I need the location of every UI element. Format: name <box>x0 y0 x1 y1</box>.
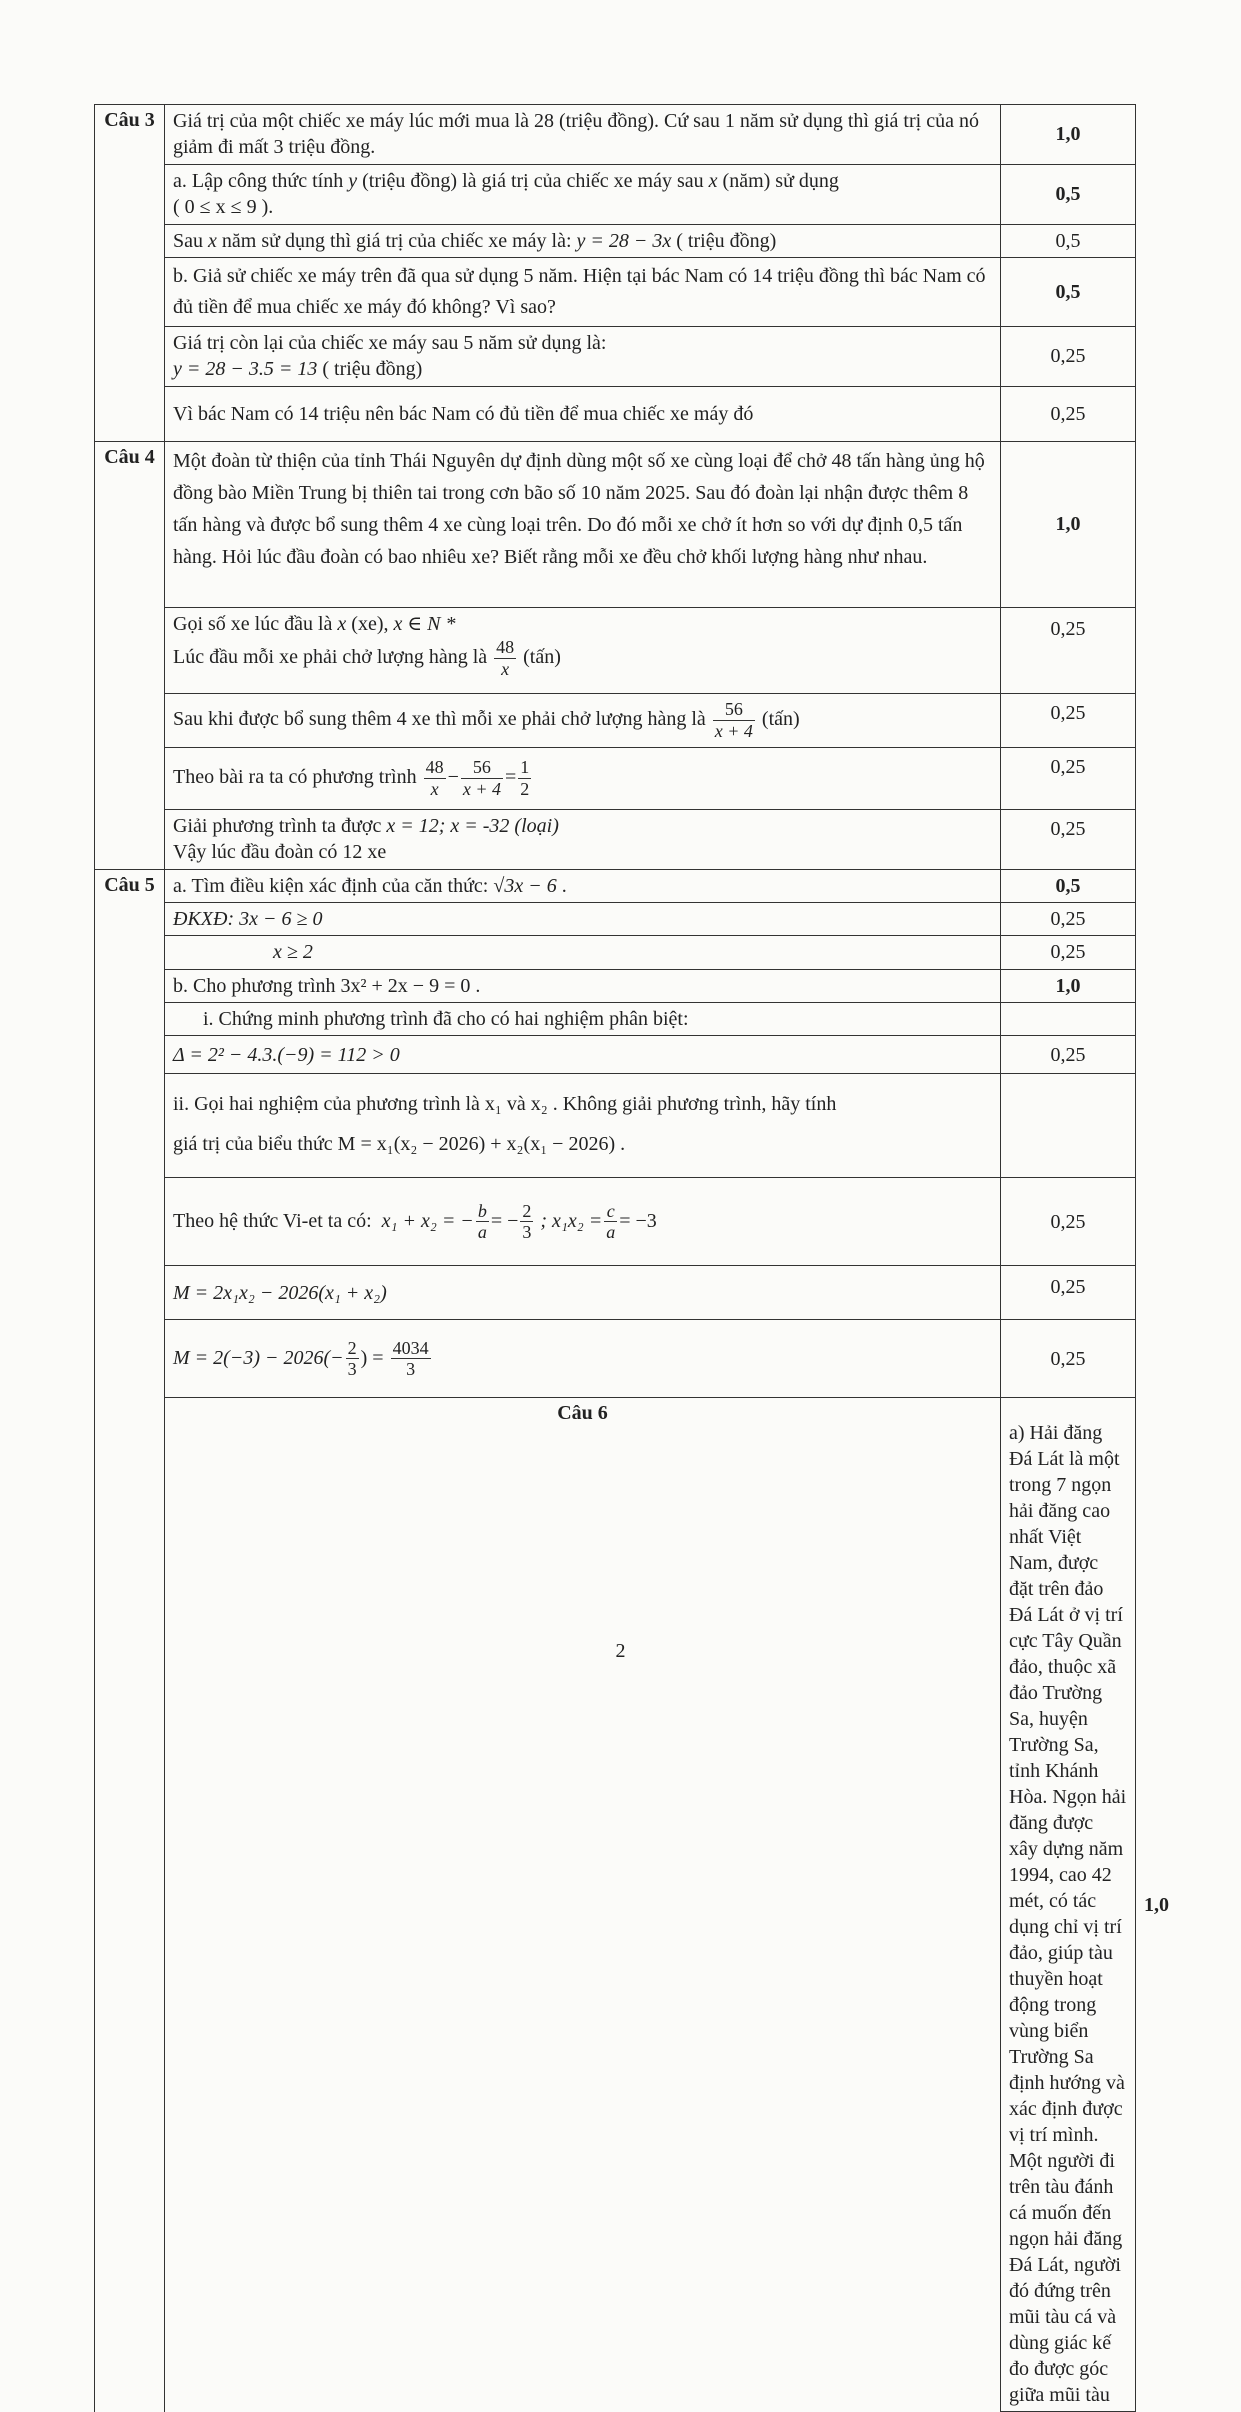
q4-step4: Giải phương trình ta được x = 12; x = -32 (loại) Vậy lúc đầu đoàn có 12 xe <box>165 809 1001 869</box>
q5-part-bii: ii. Gọi hai nghiệm của phương trình là x₁ và x₂ . Không giải phương trình, hãy tính giá trị của biểu thức M = x₁(x₂ − 2026) + x₂(x₁ − 2026) . <box>165 1074 1001 1178</box>
q5-b-score: 1,0 <box>1001 969 1136 1002</box>
fraction-56-x4: $\frac{56}{x + 4}$ <box>714 699 753 741</box>
q4-step2: Sau khi được bổ sung thêm 4 xe thì mỗi xe phải chở lượng hàng là $\frac{56}{x + 4}$ (tấn) <box>165 693 1001 747</box>
q5-a-score: 0,5 <box>1001 869 1136 902</box>
q3-a-answer-score: 0,5 <box>1001 224 1136 257</box>
q5-bii-step2-score: 0,25 <box>1001 1266 1136 1320</box>
fraction-48-over-x: $\frac{48}{x}$ <box>425 757 444 799</box>
q5-bi-delta: Δ = 2² − 4.3.(−9) = 112 > 0 <box>165 1036 1001 1074</box>
q5-part-b: b. Cho phương trình 3x² + 2x − 9 = 0 . <box>165 969 1001 1002</box>
q3-a-formula: y = 28 − 3x <box>576 229 672 252</box>
fraction-c-a: $\frac{c}{a}$ <box>606 1200 616 1243</box>
q5-bii-empty <box>1001 1074 1136 1178</box>
q4-intro: Một đoàn từ thiện của tỉnh Thái Nguyên dự định dùng một số xe cùng loại để chở 48 tấn hàng ủng hộ đồng bào Miền Trung bị thiên tai trong cơn bão số 10 năm 2025. Sau đó đoàn lại nhận được thêm 8 tấn hàng và được bổ sung thêm 4 xe cùng loại trên. Do đó mỗi xe chở ít hơn so với dự định 0,5 tấn hàng. Hỏi lúc đầu đoàn có bao nhiêu xe? Biết rằng mỗi xe đều chở khối lượng hàng như nhau. <box>165 441 1001 607</box>
question-4-label: Câu 4 <box>95 441 165 869</box>
q4-step3-score: 0,25 <box>1001 747 1136 809</box>
fraction-4034-3: $\frac{4034}{3}$ <box>392 1337 429 1380</box>
q4-step1-score: 0,25 <box>1001 607 1136 693</box>
q3-intro-score: 1,0 <box>1001 105 1136 165</box>
question-6-label: Câu 6 <box>165 1398 1001 2412</box>
fraction-b-a: $\frac{b}{a}$ <box>477 1200 487 1243</box>
q5-a-step2-score: 0,25 <box>1001 936 1136 969</box>
q3-a-score: 0,5 <box>1001 164 1136 224</box>
q5-a-step1: ĐKXĐ: 3x − 6 ≥ 0 <box>165 902 1001 935</box>
answer-key-table: Câu 3 Giá trị của một chiếc xe máy lúc mới mua là 28 (triệu đồng). Cứ sau 1 năm sử dụng thì giá trị của nó giảm đi mất 3 triệu đồng. 1,0 a. Lập công thức tính y (triệu đồng) là giá trị của chiếc xe máy sau x (năm) sử dụng ( 0 ≤ x ≤ 9 ). 0,5 Sau x năm sử dụng thì giá trị của chiếc xe máy là: y = 28 − 3x ( triệu đồng) 0,5 b. Giả sử chiếc xe máy trên đã qua sử dụng 5 năm. Hiện tại bác Nam có 14 triệu đồng thì bác Nam có đủ tiền để mua chiếc xe máy đó không? Vì sao? 0,5 Giá trị còn lại của chiếc xe máy sau 5 năm sử dụng là: y = 28 − 3.5 = 13 ( triệu đồng) 0,25 Vì bác Nam có 14 triệu nên bác Nam có đủ tiền để mua chiếc xe máy đó 0,25 Câu 4 Một đoàn từ thiện của tỉnh Thái Nguyên dự định dùng một số xe cùng loại để chở 48 tấn hàng ủng hộ đồng bào Miền Trung bị thiên tai trong cơn bão số 10 năm 2025. Sau đó đoàn lại nhận được thêm 8 tấn hàng và được bổ sung thêm 4 xe cùng loại trên. Do đó mỗi xe chở ít hơn so với dự định 0,5 tấn hàng. Hỏi lúc đầu đoàn có bao nhiêu xe? Biết rằng mỗi xe đều chở khối lượng hàng như nhau. 1,0 Gọi số xe lúc đầu là x (xe), x ∈ N * Lúc đầu mỗi xe phải chở lượng hàng là $\frac{48}{x}$ (tấn) 0,25 Sau khi được bổ sung thêm 4 xe thì mỗi xe phải chở lượng hàng là $\frac{56}{x + 4}$ (tấn) 0,25 Theo bài ra ta có phương trình $\frac{48}{x}$ − $\frac{56}{x + 4}$ = $\frac{1}{2}$ 0,25 Giải phương trình ta được x = 12; x = -32 (loại) Vậy lúc đầu đoàn có 12 xe 0,25 Câu 5 a. Tìm điều kiện xác định của căn thức: √3x − 6 . 0,5 ĐKXĐ: 3x − 6 ≥ 0 0,25 x ≥ 2 0,25 b. Cho phương trình 3x² + 2x − 9 = 0 . 1,0 i. Chứng minh phương trình đã cho có hai nghiệm phân biệt: Δ = 2² − 4.3.(−9) = 112 > 0 0,25 ii. Gọi hai nghiệm của phương trình là x₁ và x₂ . Không giải phương trình, hãy tính giá trị của biểu thức M = x₁(x₂ − 2026) + x₂(x₁ − 2026) . Theo hệ thức Vi-et ta có: x₁ + x₂ = − $\frac{b}{a}$ = − $\frac{2}{3}$ ; x₁x₂ = $\frac{c}{a}$ = −3 0,25 M = 2x₁x₂ − 2026(x₁ + x₂) 0,25 M = 2(−3) − 2026(− $\frac{2}{3}$ ) = $\frac{4034}{3}$ 0,25 Câu 6 a) Hải đăng Đá Lát là một trong 7 ngọn hải đăng cao nhất Việt Nam, được đặt trên đảo Đá Lát ở vị trí cực Tây Quần đảo, thuộc xã đảo Trường Sa, huyện Trường Sa, tỉnh Khánh Hòa. Ngọn hải đăng được xây dựng năm 1994, cao 42 mét, có tác dụng chỉ vị trí đảo, giúp tàu thuyền hoạt động trong vùng biển Trường Sa định hướng và xác định được vị trí mình. Một người đi trên tàu đánh cá muốn đến ngọn hải đăng Đá Lát, người đó đứng trên mũi tàu cá và dùng giác kế đo được góc giữa mũi tàu 1,0 <box>94 104 1136 2412</box>
page-number: 2 <box>615 1640 626 1662</box>
q3-part-a: a. Lập công thức tính y (triệu đồng) là giá trị của chiếc xe máy sau x (năm) sử dụng ( 0 ≤ x ≤ 9 ). <box>165 164 1001 224</box>
q6-intro: a) Hải đăng Đá Lát là một trong 7 ngọn hải đăng cao nhất Việt Nam, được đặt trên đảo Đá Lát ở vị trí cực Tây Quần đảo, thuộc xã đảo Trường Sa, huyện Trường Sa, tỉnh Khánh Hòa. Ngọn hải đăng được xây dựng năm 1994, cao 42 mét, có tác dụng chỉ vị trí đảo, giúp tàu thuyền hoạt động trong vùng biển Trường Sa định hướng và xác định được vị trí mình. Một người đi trên tàu đánh cá muốn đến ngọn hải đăng Đá Lát, người đó đứng trên mũi tàu cá và dùng giác kế đo được góc giữa mũi tàu <box>1001 1398 1136 2412</box>
q5-part-bi: i. Chứng minh phương trình đã cho có hai nghiệm phân biệt: <box>165 1003 1001 1036</box>
q3-b-score: 0,5 <box>1001 257 1136 326</box>
q4-step2-score: 0,25 <box>1001 693 1136 747</box>
q4-step4-score: 0,25 <box>1001 809 1136 869</box>
q3-b-step1-score: 0,25 <box>1001 326 1136 386</box>
q5-bii-step2: M = 2x₁x₂ − 2026(x₁ + x₂) <box>165 1266 1001 1320</box>
q4-intro-score: 1,0 <box>1001 441 1136 607</box>
q5-bii-step3: M = 2(−3) − 2026(− $\frac{2}{3}$ ) = $\frac{4034}{3}$ <box>165 1320 1001 1398</box>
q3-part-b: b. Giả sử chiếc xe máy trên đã qua sử dụng 5 năm. Hiện tại bác Nam có 14 triệu đồng thì bác Nam có đủ tiền để mua chiếc xe máy đó không? Vì sao? <box>165 257 1001 326</box>
q3-b-step1: Giá trị còn lại của chiếc xe máy sau 5 năm sử dụng là: y = 28 − 3.5 = 13 ( triệu đồng) <box>165 326 1001 386</box>
question-5-label: Câu 5 <box>95 869 165 2412</box>
q3-condition: ( 0 ≤ x ≤ 9 ). <box>173 196 274 219</box>
question-3-label: Câu 3 <box>95 105 165 442</box>
fraction-2-3-b: $\frac{2}{3}$ <box>347 1337 357 1380</box>
q3-b-step2-score: 0,25 <box>1001 386 1136 441</box>
q5-bii-vieta: Theo hệ thức Vi-et ta có: x₁ + x₂ = − $\frac{b}{a}$ = − $\frac{2}{3}$ ; x₁x₂ = $\frac{c}{a}$ = −3 <box>165 1178 1001 1266</box>
q4-step1: Gọi số xe lúc đầu là x (xe), x ∈ N * Lúc đầu mỗi xe phải chở lượng hàng là $\frac{48}{x}$ (tấn) <box>165 607 1001 693</box>
q3-a-answer: Sau x năm sử dụng thì giá trị của chiếc xe máy là: y = 28 − 3x ( triệu đồng) <box>165 224 1001 257</box>
q5-bii-step3-score: 0,25 <box>1001 1320 1136 1398</box>
q3-intro: Giá trị của một chiếc xe máy lúc mới mua là 28 (triệu đồng). Cứ sau 1 năm sử dụng thì giá trị của nó giảm đi mất 3 triệu đồng. <box>165 105 1001 165</box>
q5-bi-empty <box>1001 1003 1136 1036</box>
q5-a-step2: x ≥ 2 <box>165 936 1001 969</box>
q5-a-step1-score: 0,25 <box>1001 902 1136 935</box>
q5-part-a: a. Tìm điều kiện xác định của căn thức: √3x − 6 . <box>165 869 1001 902</box>
fraction-56-over-x4: $\frac{56}{x + 4}$ <box>462 757 501 799</box>
q5-bii-vieta-score: 0,25 <box>1001 1178 1136 1266</box>
q5-bi-score: 0,25 <box>1001 1036 1136 1074</box>
q3-b-step2: Vì bác Nam có 14 triệu nên bác Nam có đủ tiền để mua chiếc xe máy đó <box>165 386 1001 441</box>
fraction-1-2: $\frac{1}{2}$ <box>520 757 530 799</box>
fraction-2-3: $\frac{2}{3}$ <box>522 1200 532 1243</box>
q4-step3: Theo bài ra ta có phương trình $\frac{48}{x}$ − $\frac{56}{x + 4}$ = $\frac{1}{2}$ <box>165 747 1001 809</box>
fraction-48-x: $\frac{48}{x}$ <box>496 637 515 679</box>
